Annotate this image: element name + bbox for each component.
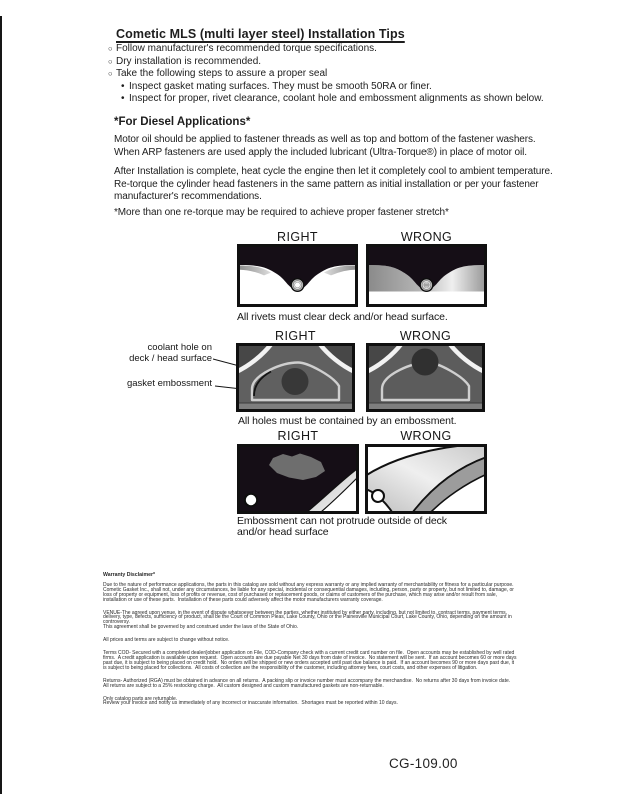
warranty-review: Review your invoice and notify us immediately of any incorrect or inaccurate information. Shortages must be reported within 10 days. [103, 700, 398, 707]
wrong-label-row1: WRONG [400, 230, 453, 244]
right-label-row3: RIGHT [277, 429, 319, 443]
row1-caption: All rivets must clear deck and/or head surface. [237, 311, 448, 323]
right-label-row1: RIGHT [277, 230, 318, 244]
embossment-wrong-diagram [366, 343, 485, 412]
right-label-row2: RIGHT [275, 329, 316, 343]
warranty-liability: Due to the nature of performance applications, the parts in this catalog are sold without any express warranty or any implied warranty of merchantability or fitness for a particular purpose. Cometic Gasket Inc., shall not, under any circumstances, be liable for any special, incidental or consequential damages, including, person, party or property, but not limited to, damage, or loss of property or equipment, loss of profits or revenue, cost of purchased or replacement goods, or claims of customers of the purchase, which may arise and/or result from sale, installation or use of these parts. Installation of these parts could adversely affect the motor manufacturers warranty coverage. [103, 581, 517, 603]
list-item [108, 43, 578, 56]
retorque-note: *More than one re-torque may be required to achieve proper fastener stretch* [114, 207, 449, 218]
diesel-paragraph-2: After Installation is complete, heat cycle the engine then let it completely cool to ambient temperature. Re-torque the cylinder head fasteners in the same pattern as initial installation or per your fastener manufacturer's recommendations. [114, 166, 556, 203]
dot-bullet-icon: • [121, 93, 125, 104]
catalog-page-number: CG-109.00 [389, 756, 458, 771]
warranty-returns: Returns- Authorized (RGA) must be obtained in advance on all returns. A packing slip or invoice number must accompany the merchandise. No returns after 30 days from invoice date. All returns are subject to a 25% restocking charge. All custom designed and custom manufactured gaskets are non-returnable. [103, 677, 513, 689]
diesel-paragraph-1: Motor oil should be applied to fastener threads as well as top and bottom of the fastener washers. When ARP fasteners are used apply the included lubricant (Ultra-Torque®) in place of motor oil. [114, 134, 539, 158]
dot-bullet-icon: • [121, 80, 125, 92]
gasket-embossment-label: gasket embossment [126, 378, 212, 389]
coolant-hole-icon [282, 368, 309, 395]
list-item [108, 56, 578, 69]
list-item [108, 68, 578, 81]
rivet-right-diagram [237, 244, 358, 307]
installation-tips-list [108, 43, 578, 106]
embossment-right-diagram [236, 343, 355, 412]
warranty-heading: Warranty Disclaimer* [103, 572, 155, 578]
circle-bullet-icon: ○ [108, 44, 113, 53]
list-item-text: Dry installation is recommended. [116, 55, 262, 67]
coolant-hole-icon [412, 349, 439, 376]
page-title: Cometic MLS (multi layer steel) Installation Tips [116, 27, 405, 41]
list-item-text: Take the following steps to assure a proper seal [116, 68, 328, 79]
list-item [121, 93, 578, 106]
row2-caption: All holes must be contained by an embossment. [238, 415, 457, 427]
warranty-disclaimer [103, 573, 518, 714]
warranty-terms: Terms COD- Secured with a completed dealer/jobber application on File, COD-Company check with a current credit card number on file. Open accounts may be established by well rated firms. A credit application is available upon request. Open accounts are due payable Net 30 days from date of invoice. No statement will be sent. If an account becomes 60 or more days past due, it is subject to being placed on credit hold. No orders will be shipped or new orders accepted until past due balance is paid. If an account becomes 90 or more days past due, it is subject to being placed for collections. All costs of collection are the responsibility of the customer, including attorney fees, court costs, and other expenses of litigation. [103, 650, 518, 671]
list-item-text: Follow manufacturer's recommended torque specifications. [116, 43, 377, 54]
wrong-label-row2: WRONG [399, 329, 452, 343]
coolant-hole-label: coolant hole on deck / head surface [129, 342, 212, 364]
warranty-governed: This agreement shall be governed by and construed under the laws of the State of Ohio. [103, 624, 299, 631]
rivet-wrong-diagram [366, 244, 487, 307]
page-edge-rule [0, 16, 2, 794]
bolt-hole-icon [245, 494, 257, 506]
wrong-label-row3: WRONG [400, 429, 452, 443]
circle-bullet-icon: ○ [108, 69, 113, 78]
diesel-section-heading: *For Diesel Applications* [114, 116, 251, 128]
protrusion-right-diagram [237, 444, 359, 514]
warranty-catalog: Only catalog parts are returnable. [103, 695, 178, 702]
warranty-prices: All prices and terms are subject to change without notice. [103, 637, 230, 644]
bolt-hole-icon [372, 490, 384, 502]
warranty-venue: VENUE-The agreed upon venue, in the event of dispute whatsoever between the parties, whether instituted by either party, including, but not limited to, contract terms, payment terms, delivery, type, defects, sufficiency of product, shall be the Court of Common Pleas, Lake County, Ohio or the Painesville Municipal Court, Lake County, Ohio, depending on the amount in controversy. [103, 609, 514, 626]
list-item [121, 81, 578, 94]
protrusion-wrong-diagram [365, 444, 487, 514]
circle-bullet-icon: ○ [108, 56, 113, 66]
row3-caption: Embossment can not protrude outside of deck and/or head surface [237, 515, 447, 539]
list-item-text: Inspect gasket mating surfaces. They must be smooth 50RA or finer. [129, 80, 432, 92]
list-item-text: Inspect for proper, rivet clearance, coolant hole and embossment alignments as shown below. [129, 93, 544, 104]
